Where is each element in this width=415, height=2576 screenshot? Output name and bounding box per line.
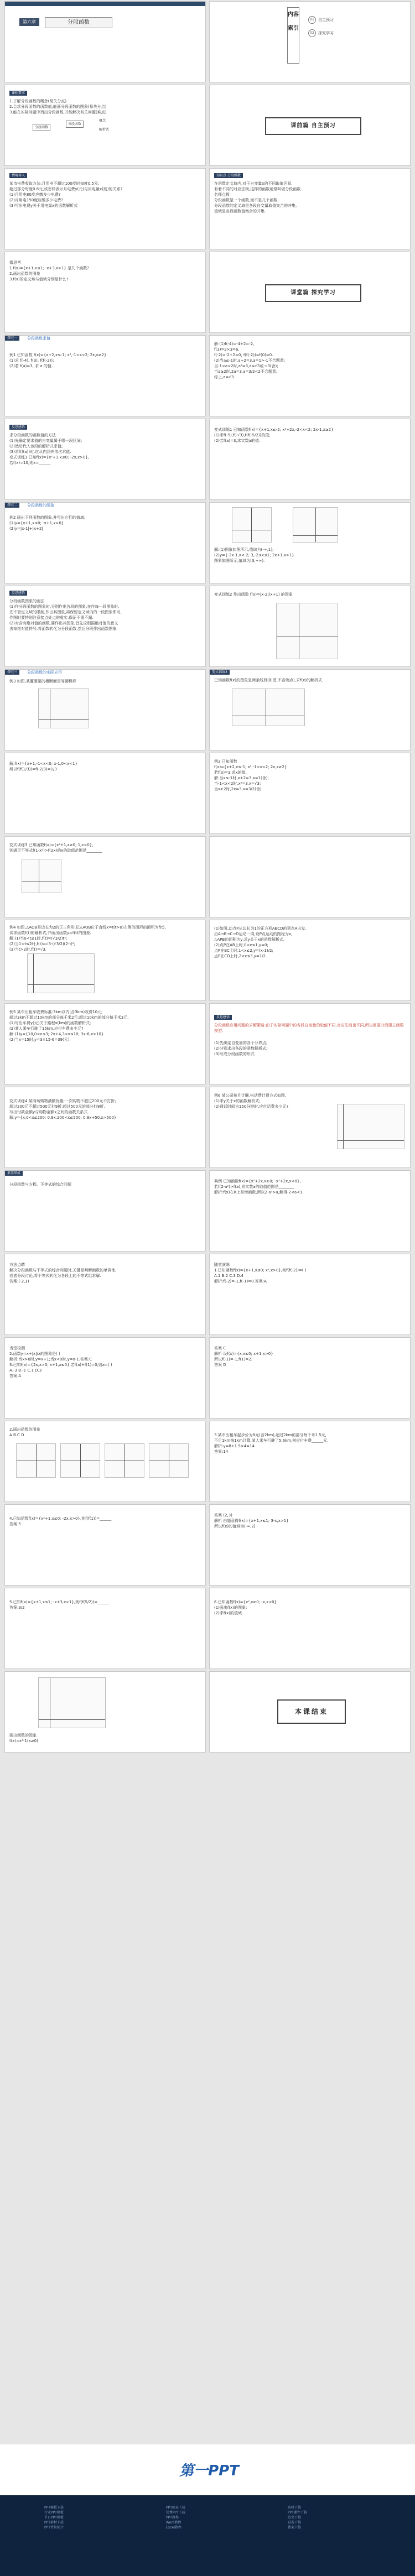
choice-graph-b[interactable] — [60, 1443, 100, 1478]
variant-graph — [232, 689, 305, 726]
example-text: 例6 某公司按月计酬,电话费计费方式如图, (1)求y关于x的函数解析式; (2)通话时间为150分钟时,应付话费多少元? — [214, 1093, 289, 1109]
slide-example-4 — [209, 753, 411, 834]
solution-text: 解:f(x)={x+1,-1<x<0; x-1,0<x<1} 所以f(f(1/3))=f(-2/3)=1/3 — [9, 762, 77, 771]
example-text: 例4 如图,△AOB是边长为2的正三角形,记△AOB位于直线x=t(t>0)左侧的图形的面积为f(t), 试求函数f(t)的解析式,并画出函数y=f(t)的图象. 解:(1)当0<t≤1时,f(t)=(√3/2)t²; (2)当1<t≤2时,f(t)=√3-(√3/2)(2-t)²; (3)当t>2时,f(t)=√3. — [9, 925, 166, 952]
slide-example-3 — [4, 669, 206, 750]
slide-example-1 — [4, 335, 206, 416]
section-tag: 知识点 分段函数 — [214, 173, 243, 178]
slide-contents-index — [209, 1, 411, 82]
section-tag: 变式训练3 — [210, 670, 230, 675]
exercise-graph — [38, 1677, 106, 1728]
reflection-text: 求分段函数的函数值的方法 (1)先确定要求值的自变量属于哪一段区间; (2)然后代入该段的解析式求值; (3)求f(f(a))时,应从内到外依次求值. 变式训练1 已知f(x)={x²+1,x≤0; -2x,x>0}, 若f(x)=10,则x=______ — [9, 433, 90, 465]
slide-scenario — [4, 168, 206, 249]
drill-text: 5.已知f(x)={x+1,x≤1; -x+3,x>1},则f(f(5/2))=______ 答案:3/2 — [9, 1600, 110, 1610]
method-text: 方法点睛 解决分段函数与不等式的综合问题时,关键是判断函数的单调性, 或者分段讨论,将不等式转化为各段上的不等式组求解. 答案:(-2,1) — [9, 1263, 117, 1284]
section-tag: 素养形成 — [5, 1171, 23, 1176]
section-title: 分段函数求值 — [27, 336, 50, 341]
end-title: 本课结束 — [277, 1699, 346, 1724]
slide-variant-1 — [209, 419, 411, 500]
typical-example-text: 典例 已知函数f(x)={x²+2x,x≥0; -x²+2x,x<0}, 若f(2-a²)>f(a),则实数a的取值范围是________ 解析:f(x)在R上是增函数,所以2-a²>a,解得-2<a<1. — [214, 1179, 304, 1195]
slide-example-5-cont — [209, 920, 411, 1001]
contents-item-2[interactable]: 探究学习 — [318, 31, 334, 35]
slide-drill-6 — [209, 1588, 411, 1669]
variant-text: 已知函数f(x)的图象是两条线段(如图,不含端点),求f(x)的解析式. — [214, 678, 324, 682]
slide-drill-answer — [209, 1504, 411, 1586]
flow-node-4: 解析式 — [99, 128, 110, 132]
slide-example-2 — [4, 502, 206, 583]
section-tag: 探究一 — [5, 336, 19, 341]
slide-requirements — [4, 85, 206, 166]
flow-node-2: 分段函数 — [66, 121, 84, 128]
slide-example-6 — [4, 1003, 206, 1084]
explore-section-title: 课堂篇 探究学习 — [265, 284, 361, 302]
solution-text: 解:(1)f(-4)=-4+2=-2, f(3)=2×3=6, f(-2)=-2+2=0, f(f(-2))=f(0)=0. (2)当a≤-1时,a+2=3,a=1>-1不合题意; 当-1<a<2时,a²=3,a=√3或-√3(舍); 当a≥2时,2a=3,a=3/2<2不合题意. 综上,a=√3. — [214, 342, 286, 379]
section-tag: 反思感悟 — [9, 425, 27, 430]
contents-title: 内容索引 — [287, 7, 299, 64]
reflection-text: (1)先确定自变量的各个分界点; (2)分别求出各段的函数解析式; (3)写成分段函数的形式. — [214, 1041, 268, 1056]
section-tag: 探究三 — [5, 670, 19, 675]
slide-explore-section — [209, 252, 411, 333]
variant-graph — [22, 859, 61, 893]
slide-drill-3 — [209, 1421, 411, 1502]
slide-drill-1 — [209, 1254, 411, 1335]
contents-index-2: 02 — [308, 29, 316, 37]
section-tag: 课标要求 — [9, 91, 27, 96]
example-text: 例2 画出下列函数的图象,并写出它们的值域: (1)y={x+1,x≤0; -x+1,x>0} (2)y=|x-1|+|x+2| — [9, 515, 86, 531]
drill-text: 答案 C 解析 设f(x)={x,x≤0; x+1,x>0} 所以f(-1)=-1,f(1)=2. 答案 D — [214, 1346, 273, 1367]
header-band — [5, 2, 205, 6]
section-tag: 探究二 — [5, 503, 19, 508]
slide-drill-2 — [4, 1337, 206, 1419]
reflection-highlight: 分段函数应用问题的求解策略:由于实际问题中的各段自变量的取值不同,对应法则也不同,所以需要分段建立函数模型. — [214, 1023, 404, 1033]
slide-think — [4, 252, 206, 333]
footer-promo — [0, 2444, 415, 2576]
example-graph — [337, 1104, 404, 1149]
example-text: (1)如图,动点P从边长为1的正方形ABCD的顶点A出发, 沿A→B→C→D运动一周,设P点运动的路程为x, △APB的面积为y,求y关于x的函数解析式. (2)点P在AB上时,0<x≤1,y=0; 点P在BC上时,1<x≤2,y=(x-1)/2; 点P在CD上时,2<x≤3,y=1/2. — [214, 926, 307, 958]
slide-method — [4, 1254, 206, 1335]
slide-drill-4 — [4, 1504, 206, 1586]
slide-drill-5 — [4, 1588, 206, 1669]
variant-graph — [276, 603, 338, 659]
contents-index-1: 01 — [308, 16, 316, 24]
slide-reflection-1 — [4, 419, 206, 500]
slide-example-7 — [209, 1087, 411, 1168]
section-tag: 反思感悟 — [9, 591, 27, 596]
choice-graph-c[interactable] — [105, 1443, 144, 1478]
slide-reflection-2 — [4, 586, 206, 667]
drill-text: 随堂演练 1.已知函数f(x)={x+1,x≤0; x²,x>0},则f(f(-2))=( ) A.1 B.2 C.3 D.4 解析:f(-2)=-1,f(-1)=0.答案:A — [214, 1263, 307, 1284]
slide-blank-1 — [209, 836, 411, 917]
slide-main-title: 分段函数 — [45, 17, 112, 28]
slide-end — [209, 1671, 411, 1753]
slide-example-5 — [4, 920, 206, 1001]
footer-links-2[interactable]: PPT图表下载 优秀PPT下载 PPT教程 Word教程 Excel教程 — [166, 2506, 185, 2530]
drill-text: 6.已知函数f(x)={x²,x≥0; -x,x<0} (1)画出f(x)的图象; (2)求f(x)的值域. — [214, 1600, 277, 1615]
example-text: 例3 如图,某灌溉渠的横断面是等腰梯形 — [9, 679, 76, 684]
slide-reflection-3 — [209, 1003, 411, 1084]
exercise-text: 画出函数的图象 f(x)=x²-1(x≥0) — [9, 1733, 38, 1743]
slide-preview-section — [209, 85, 411, 166]
drill-text: 2.画出函数的图象 A B C D — [9, 1427, 40, 1437]
chapter-label: 第六章 — [19, 18, 39, 26]
slide-graph-exercise — [4, 1671, 206, 1753]
think-text: 微思考 1.f(x)={x+1,x≤1; -x+3,x>1} 是几个函数? 2.画出函数的图象 3.f(x)的定义域与值域分别是什么? — [9, 260, 89, 281]
slide-knowledge — [209, 168, 411, 249]
slide-title — [4, 1, 206, 82]
solution-graph-1 — [232, 507, 272, 543]
slide-variant-3 — [209, 669, 411, 750]
requirements-text: 1.了解分段函数的概念(易失分点) 2.会求分段函数的函数值,能画分段函数的图象(易失分点) 3.能在实际问题中列出分段函数,并能解决有关问题(难点) — [9, 99, 107, 114]
flow-node-1: 分段函数 — [33, 124, 50, 131]
footer-links-3[interactable]: 资料下载 PPT课件下载 范文下载 试卷下载 教案下载 — [288, 2506, 307, 2530]
contents-item-1[interactable]: 自主预习 — [318, 18, 334, 22]
drill-text: 3.某市出租车起步价为8元(含2km),超过2km的部分每千米1.5元, 不足1km按1km计算,某人乘车行驶了5.6km,则应付车费______元. 解析:y=8+1.5×4=14 答案:14 — [214, 1433, 329, 1454]
section-tag: 情境导入 — [9, 173, 27, 178]
slide-drill-graphs — [4, 1421, 206, 1502]
site-logo[interactable]: 第一PPT — [179, 2463, 239, 2479]
variant-text: 变式训练2 作出函数 f(x)=|x-2|(x+1) 的图象 — [214, 592, 293, 597]
solution-text: 解:(1)图象如图所示,值域为(-∞,1]; (2)y={-2x-1,x<-2; 3,-2≤x≤1; 2x+1,x>1} 图象如图所示,值域为[3,+∞). — [214, 547, 294, 563]
slide-variant-2 — [209, 586, 411, 667]
example-text: 例3 已知函数 f(x)={x+2,x≤-1; x²,-1<x<2; 2x,x≥2} 若f(x)=3,求x的值. 解:当x≤-1时,x+2=3,x=1(舍); 当-1<x<2时,x²=3,x=√3; 当x≥2时,2x=3,x=3/2(舍). — [214, 759, 287, 791]
example-text: 例1 已知函数 f(x)={x+2,x≤-1; x²,-1<x<2; 2x,x≥2} (1)求 f(-4), f(3), f(f(-2)); (2)若 f(a)=3, 求 a 的值. — [9, 353, 107, 368]
section-title: 分段函数的图象 — [27, 503, 54, 508]
section-tag: 反思感悟 — [214, 1015, 232, 1020]
preview-section-title: 课前篇 自主预习 — [265, 117, 361, 135]
footer-links-1[interactable]: PPT模板下载 行业PPT模板 节日PPT模板 PPT素材下载 PPT背景图片 — [44, 2506, 64, 2530]
choice-graph-a[interactable] — [16, 1443, 56, 1478]
knowledge-text: 在函数定义域内,对于自变量x的不同取值区间, 有着不同的对应法则,这样的函数通常叫做分段函数. 名师点拨 分段函数是一个函数,而不是几个函数; 分段函数的定义域是各段自变量取值集合的并集, 值域是各段函数值集合的并集. — [214, 181, 302, 213]
literacy-text: 分段函数与方程、不等式的综合问题 — [9, 1182, 71, 1187]
variant-text: 变式训练1 已知函数f(x)={x+1,x≤-2; x²+2x,-2<x<2; 2x-1,x≥2} (1)求f(-5),f(-√3),f(f(-5/2))的值; (2)若f(a)=3,求实数a的值. — [214, 427, 334, 443]
section-title: 分段函数的实际应用 — [27, 670, 62, 675]
drill-text: 4.已知函数f(x)={x²+1,x≤0; -2x,x>0},则f(f(1))=______ 答案:5 — [9, 1516, 112, 1526]
choice-graph-d[interactable] — [149, 1443, 189, 1478]
slide-literacy — [4, 1170, 206, 1252]
slide-variant-4 — [4, 836, 206, 917]
drill-text: 答案 (2,3) 解析 由题意得f(x)={x+1,x≤1; 3-x,x>1} 所以f(x)的值域为(-∞,2] — [214, 1513, 289, 1529]
example-graph — [38, 689, 89, 728]
flow-node-3: 概念 — [99, 119, 106, 123]
reflection-text: 分段函数图象的画法 (1)作分段函数的图象时,分别作出各段的图象,在作每一段图象时, 先不管定义域的限制,作出其图象,再保留定义域内的一段图象即可, 作图时要特别注意接点处点的虚实,保证不重不漏. (2)对含有绝对值的函数,要作出其图象,首先应根据绝对值的意义 去掉绝对值符号,将函数转化为分段函数,然后分段作出函数图象. — [9, 599, 122, 631]
slide-typical-example — [209, 1170, 411, 1252]
example-text: 例5 某市出租车收费标准:3km以内(含3km)收费10元; 超过3km不超过10km的部分每千米2元;超过10km的部分每千米3元. (1)写出车费y(元)关于路程x(km)的函数解析式; (2)某人乘车行驶了15km,应付车费多少元? 解:(1)y={10,0<x≤3; 2x+4,3<x≤10; 3x-6,x>10} (2)当x=15时,y=3×15-6=39(元). — [9, 1010, 129, 1042]
solution-graph-2 — [293, 507, 338, 543]
slide-solution-2 — [209, 502, 411, 583]
example-graph — [27, 953, 95, 993]
slide-variant-5 — [4, 1087, 206, 1168]
variant-text: 变式训练3 已知函数f(x)={x²+1,x≥0; 1,x<0}, 则满足不等式f(1-x²)>f(2x)的x的取值范围是________ — [9, 843, 102, 853]
slide-solution-3 — [4, 753, 206, 834]
slide-drill-2-cont — [209, 1337, 411, 1419]
slide-solution-1 — [209, 335, 411, 416]
scenario-text: 某市电费收取方法:月用电不超过100度时每度0.5元; 超过部分每度0.8元,该怎样表示月电费y(元)与用电量x(度)的关系? (1)月用电80度应缴多少电费? (2)月用电150度应缴多少电费? (3)写出电费y关于用电量x的函数解析式 — [9, 181, 123, 208]
variant-text: 变式训练4 某商场购物满额优惠:一次购物不超过200元不打折; 超过200元不超过500元打9折;超过500元的部分打8折. 写出付款金额y与购物金额x之间的函数关系式. 解:y={x,0<x≤200; 0.9x,200<x≤500; 0.8x+50,x>500} — [9, 1099, 117, 1120]
drill-text: 当堂检测 2.函数y=x+|x|/x的图象是( ) 解析:当x>0时,y=x+1;当x<0时,y=x-1.答案:C 3.已知f(x)={2x,x>0; x+1,x≤0},若f(a)+f(1)=0,则a=( ) A.-3 B.-1 C.1 D.3 答案:A — [9, 1346, 112, 1378]
